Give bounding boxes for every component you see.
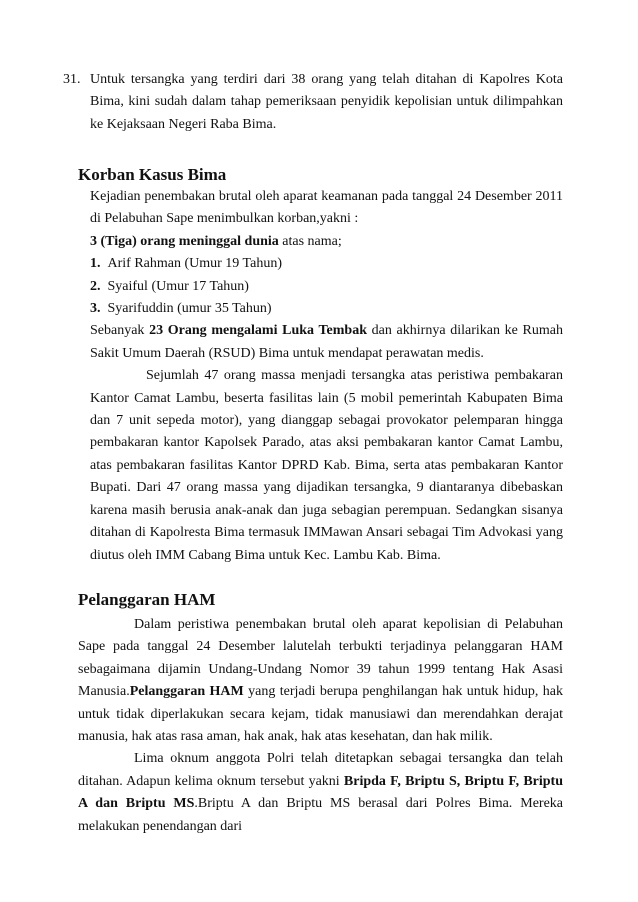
injured-paragraph [90,320,563,365]
injured-rest: dan akhirnya dilarikan ke Rumah Sakit Umum Daerah (RSUD) Bima untuk mendapat perawatan medis. [90,323,563,361]
dead-count: 3 (Tiga) orang meninggal dunia [90,233,279,249]
ham-p1-rest: yang terjadi berupa penghilangan hak untuk hidup, hak untuk tidak diperlakukan secara kejam, tidak manusiawi dan merendahkan derajat manusia, hak atas rasa aman, hak anak, hak atas kesehatan, dan hak milik. [78,684,563,745]
ham-p1-pre: Dalam peristiwa penembakan brutal oleh aparat kepolisian di Pelabuhan Sape pada tanggal 24 Desember lalutelah terbukti terjadinya pelanggaran HAM sebagaimana dijamin Undang-Undang Nomor 39 tahun 1999 tentang Hak Asasi Manusia. [78,617,563,700]
ham-p2-rest: .Briptu A dan Briptu MS berasal dari Polres Bima. Mereka melakukan penendangan dari [78,796,563,834]
section-heading-korban: Korban Kasus Bima [78,165,227,184]
victim-number: 3. [90,301,101,317]
victim-number: 2. [90,278,101,294]
numbered-item-31 [63,69,563,136]
ham-section-body [78,614,563,838]
dead-count-rest: atas nama; [278,233,342,249]
korban-section-body [90,186,563,567]
victim-name: Syarifuddin (umur 35 Tahun) [107,301,272,317]
ham-paragraph-1 [78,614,563,748]
dead-count-line [90,231,563,253]
list-item [90,276,563,298]
injured-pre: Sebanyak [90,323,150,339]
ham-paragraph-2 [78,748,563,838]
suspects-paragraph: Sejumlah 47 orang massa menjadi tersangka atas peristiwa pembakaran Kantor Camat Lambu, beserta fasilitas lain (5 mobil pemerintah Kabupaten Bima dan 7 unit sepeda motor), yang dianggap sebagai provokator pelemparan hingga pembakaran kantor Kapolsek Parado, atas aksi pembakaran kantor Camat Lambu, atas pembakaran fasilitas Kantor DPRD Kab. Bima, serta atas pembakaran Kantor Bupati. Dari 47 orang massa yang dijadikan tersangka, 9 diantaranya dibebaskan karena masih berusia anak-anak dan juga sebagian perempuan. Sedangkan sisanya ditahan di Kapolresta Bima termasuk IMMawan Ansari sebagai Tim Advokasi yang diutus oleh IMM Cabang Bima untuk Kec. Lambu Kab. Bima. [90,368,563,563]
injured-count: 23 Orang mengalami Luka Tembak [149,323,367,339]
ham-p1-bold: Pelanggaran HAM [129,684,244,700]
ham-p2-pre: Lima oknum anggota Polri telah ditetapkan sebagai tersangka dan telah ditahan. Adapun kelima oknum tersebut yakni [78,751,563,789]
korban-intro: Kejadian penembakan brutal oleh aparat keamanan pada tanggal 24 Desember 2011 di Pelabuhan Sape menimbulkan korban,yakni : [90,189,563,227]
item-number: 31. [63,72,81,87]
section-heading-ham: Pelanggaran HAM [78,590,216,609]
list-item [90,253,563,275]
victim-number: 1. [90,256,101,272]
victim-list [90,253,563,320]
ham-p2-bold: Bripda F, Briptu S, Briptu F, Briptu A dan Briptu MS [78,773,563,812]
item-text: Untuk tersangka yang terdiri dari 38 orang yang telah ditahan di Kapolres Kota Bima, kini sudah dalam tahap pemeriksaan penyidik kepolisian untuk dilimpahkan ke Kejaksaan Negeri Raba Bima. [90,72,563,132]
list-item [90,298,563,320]
victim-name: Arif Rahman (Umur 19 Tahun) [107,256,283,272]
victim-name: Syaiful (Umur 17 Tahun) [107,278,249,294]
